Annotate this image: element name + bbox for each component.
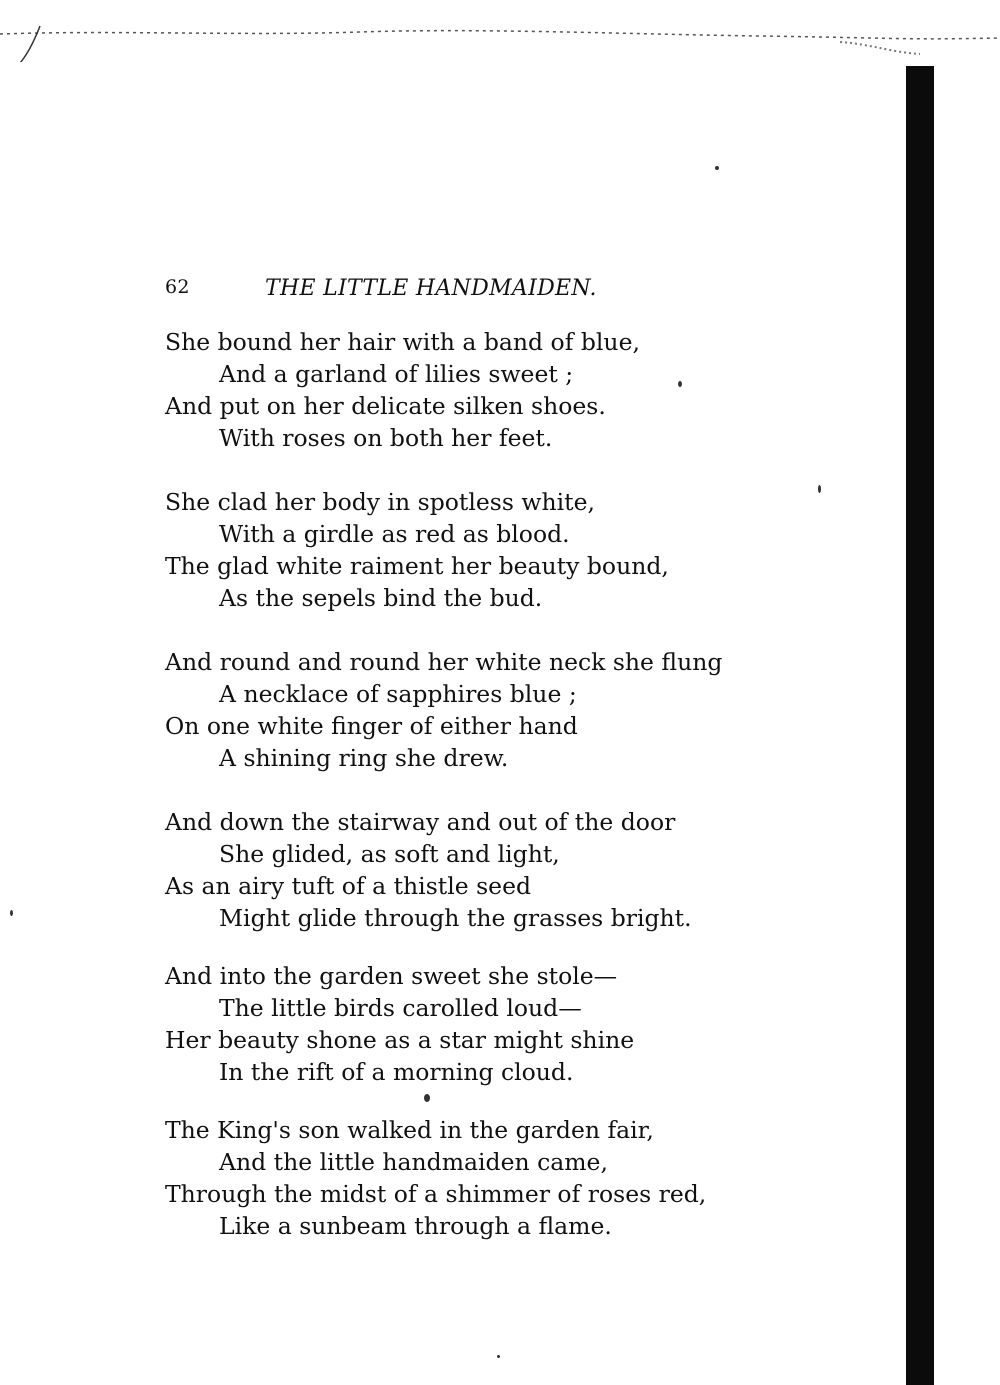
stanza-gap (165, 934, 725, 960)
poem-line: The King's son walked in the garden fair, (165, 1116, 654, 1144)
poem-line: Might glide through the grasses bright. (219, 904, 692, 932)
poem-line: And the little handmaiden came, (219, 1148, 608, 1176)
poem-line: With roses on both her feet. (219, 424, 553, 452)
poem-line: The little birds carolled loud— (219, 994, 582, 1022)
page-header (165, 276, 625, 306)
scan-speck (10, 910, 13, 916)
scan-edge-bar (906, 66, 934, 1385)
stanza-5 (165, 960, 725, 1088)
running-title: THE LITTLE HANDMAIDEN. (265, 276, 597, 301)
scan-noise-top (0, 22, 1000, 62)
stanza-gap (165, 454, 725, 486)
stanza-gap (165, 774, 725, 806)
poem-line: Through the midst of a shimmer of roses red, (165, 1180, 707, 1208)
scan-speck (715, 166, 719, 170)
stanza-3 (165, 646, 725, 774)
poem-line: Like a sunbeam through a flame. (219, 1212, 612, 1240)
stanza-6 (165, 1114, 725, 1242)
poem-line: A necklace of sapphires blue ; (219, 680, 577, 708)
poem-line: And put on her delicate silken shoes. (165, 392, 606, 420)
poem-line: The glad white raiment her beauty bound, (165, 552, 669, 580)
poem-line: Her beauty shone as a star might shine (165, 1026, 635, 1054)
scan-speck (497, 1355, 500, 1358)
poem-line: And round and round her white neck she flung (165, 648, 723, 676)
stanza-4 (165, 806, 725, 934)
stanza-2 (165, 486, 725, 614)
poem-line: As the sepels bind the bud. (219, 584, 543, 612)
poem-line: On one white finger of either hand (165, 712, 578, 740)
poem-line: She clad her body in spotless white, (165, 488, 595, 516)
stanza-gap (165, 1088, 725, 1114)
stanza-gap (165, 614, 725, 646)
poem-line: A shining ring she drew. (219, 744, 509, 772)
poem-line: She glided, as soft and light, (219, 840, 560, 868)
poem-line: As an airy tuft of a thistle seed (165, 872, 532, 900)
page-number: 62 (165, 276, 190, 298)
poem-line: And down the stairway and out of the door (165, 808, 676, 836)
poem-line: In the rift of a morning cloud. (219, 1058, 574, 1086)
poem (165, 326, 725, 1242)
stanza-1 (165, 326, 725, 454)
poem-line: And a garland of lilies sweet ; (219, 360, 574, 388)
scan-speck (818, 485, 821, 493)
poem-line: With a girdle as red as blood. (219, 520, 570, 548)
poem-line: She bound her hair with a band of blue, (165, 328, 640, 356)
poem-line: And into the garden sweet she stole— (165, 962, 618, 990)
